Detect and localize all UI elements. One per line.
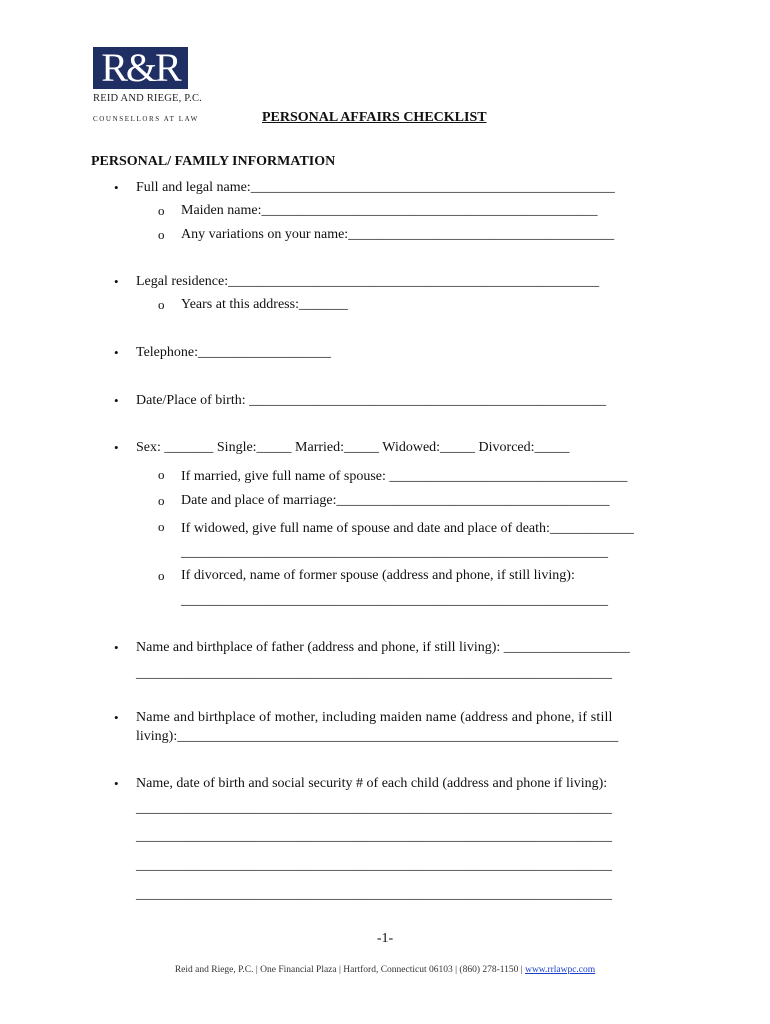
sub-bullet-icon: o [158, 519, 165, 534]
child-line-4[interactable]: ____________________________________________________________________ [136, 887, 612, 902]
father-field-continued[interactable]: ____________________________________________________________________ [136, 666, 612, 681]
mother-field-continued[interactable]: living):_______________________________________________________________ [136, 729, 619, 744]
bullet-icon: • [114, 345, 119, 360]
spouse-name-field[interactable]: If married, give full name of spouse: __________________________________ [181, 469, 628, 484]
child-line-3[interactable]: ____________________________________________________________________ [136, 858, 612, 873]
marriage-field[interactable]: Date and place of marriage:_______________________________________ [181, 493, 610, 508]
mother-field[interactable]: Name and birthplace of mother, including maiden name (address and phone, if still [136, 710, 613, 725]
firm-logo: R&R [93, 47, 188, 89]
maiden-name-field[interactable]: Maiden name:________________________________________________ [181, 203, 598, 218]
page-number: -1- [376, 931, 394, 946]
footer-address: Reid and Riege, P.C. | One Financial Plaza | Hartford, Connecticut 06103 | (860) 278-1150 | [174, 965, 526, 975]
firm-tagline: COUNSELLORS AT LAW [93, 115, 199, 123]
bullet-icon: • [114, 393, 119, 408]
birth-field[interactable]: Date/Place of birth: ___________________________________________________ [136, 393, 607, 408]
child-line-1[interactable]: ____________________________________________________________________ [136, 801, 612, 816]
section-heading: PERSONAL/ FAMILY INFORMATION [91, 154, 336, 169]
sub-bullet-icon: o [158, 467, 165, 482]
document-title: PERSONAL AFFAIRS CHECKLIST [262, 110, 487, 125]
children-field[interactable]: Name, date of birth and social security # of each child (address and phone if living): [136, 776, 608, 791]
bullet-icon: • [114, 274, 119, 289]
bullet-icon: • [114, 710, 119, 725]
widowed-field-continued[interactable]: _____________________________________________________________ [181, 545, 608, 560]
child-line-2[interactable]: ____________________________________________________________________ [136, 829, 612, 844]
sub-bullet-icon: o [158, 227, 165, 242]
full-name-field[interactable]: Full and legal name:____________________________________________________ [136, 180, 615, 195]
bullet-icon: • [114, 640, 119, 655]
sub-bullet-icon: o [158, 203, 165, 218]
divorced-field-continued[interactable]: _____________________________________________________________ [181, 593, 608, 608]
father-field[interactable]: Name and birthplace of father (address and phone, if still living): __________________ [136, 640, 630, 655]
bullet-icon: • [114, 180, 119, 195]
bullet-icon: • [114, 440, 119, 455]
name-variations-field[interactable]: Any variations on your name:______________________________________ [181, 227, 615, 242]
firm-website-link[interactable]: www.rrlawpc.com [525, 965, 596, 975]
years-at-address-field[interactable]: Years at this address:_______ [181, 297, 348, 312]
footer [0, 965, 770, 975]
divorced-field[interactable]: If divorced, name of former spouse (address and phone, if still living): [181, 568, 575, 583]
bullet-icon: • [114, 776, 119, 791]
sub-bullet-icon: o [158, 493, 165, 508]
telephone-field[interactable]: Telephone:___________________ [136, 345, 331, 360]
firm-name: REID AND RIEGE, P.C. [93, 93, 203, 104]
sub-bullet-icon: o [158, 297, 165, 312]
sub-bullet-icon: o [158, 568, 165, 583]
widowed-field[interactable]: If widowed, give full name of spouse and date and place of death:____________ [181, 521, 634, 536]
legal-residence-field[interactable]: Legal residence:_____________________________________________________ [136, 274, 600, 289]
marital-status-field[interactable]: Sex: _______ Single:_____ Married:_____ Widowed:_____ Divorced:_____ [136, 440, 570, 455]
